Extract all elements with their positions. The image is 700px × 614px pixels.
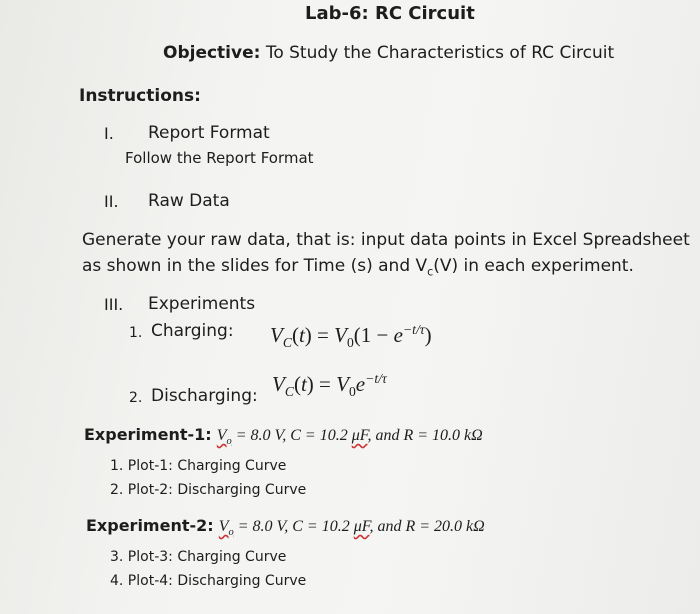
raw-data-line-2 — [82, 256, 634, 278]
section-body-report-format: Follow the Report Format — [125, 149, 314, 167]
experiment-1-rest: , and R = 10.0 kΩ — [367, 427, 483, 444]
raw-data-line-2-suffix: (V) in each experiment. — [433, 256, 634, 276]
experiment-1-uf: μF — [351, 427, 368, 444]
raw-data-line-2-sub: c — [427, 265, 434, 279]
raw-data-line-2-prefix: as shown in the slides for Time (s) and V — [82, 256, 428, 276]
section-numeral-i: I. — [104, 124, 114, 143]
plot-1-item: 1. Plot-1: Charging Curve — [110, 458, 287, 474]
section-title-experiments: Experiments — [148, 294, 256, 314]
discharging-label: Discharging: — [151, 386, 258, 406]
plot-2-item: 2. Plot-2: Discharging Curve — [110, 482, 307, 498]
experiment-2-values: = 8.0 V, C = 10.2 — [233, 518, 354, 535]
experiment-2-rest: , and R = 20.0 kΩ — [369, 518, 485, 535]
experiment-1-line — [84, 425, 483, 447]
section-numeral-ii: II. — [104, 192, 119, 211]
raw-data-line-1: Generate your raw data, that is: input data points in Excel Spreadsheet — [82, 230, 690, 250]
section-numeral-iii: III. — [104, 295, 124, 314]
charging-number: 1. — [129, 325, 143, 341]
experiment-2-label: Experiment-2: — [86, 516, 214, 535]
objective-text: To Study the Characteristics of RC Circuit — [260, 43, 615, 63]
plot-3-item: 3. Plot-3: Charging Curve — [110, 549, 287, 565]
discharging-equation: $V_C(t) = V_0e^{-t/\tau}$ — [272, 371, 387, 400]
page-title: Lab-6: RC Circuit — [305, 3, 475, 24]
experiment-1-label: Experiment-1: — [84, 425, 212, 444]
experiment-2-uf: μF — [353, 518, 370, 535]
charging-equation: $V_C(t) = V_0(1 - e^{-t/\tau})$ — [270, 322, 432, 351]
instructions-heading: Instructions: — [79, 86, 201, 106]
section-title-report-format: Report Format — [148, 123, 270, 143]
objective-label: Objective: — [163, 43, 261, 63]
experiment-1-v0: $V_o$ — [216, 427, 232, 448]
objective-line — [163, 43, 614, 63]
discharging-number: 2. — [129, 390, 143, 406]
experiment-2-v0: $V_o$ — [218, 518, 234, 539]
section-title-raw-data: Raw Data — [148, 191, 230, 211]
experiment-2-line — [86, 516, 485, 538]
plot-4-item: 4. Plot-4: Discharging Curve — [110, 573, 307, 589]
experiment-1-values: = 8.0 V, C = 10.2 — [231, 427, 352, 444]
charging-label: Charging: — [151, 321, 234, 341]
